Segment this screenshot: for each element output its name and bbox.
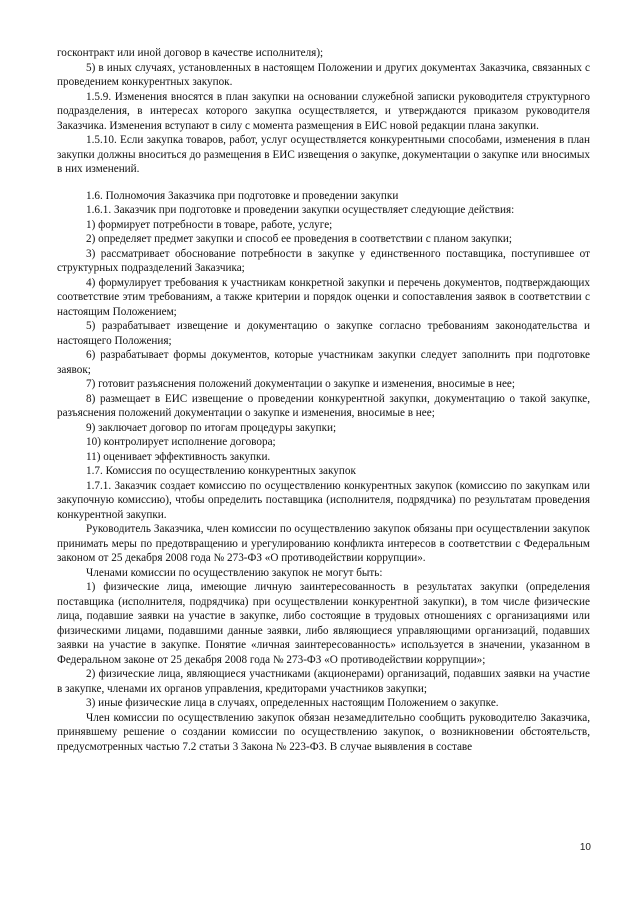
paragraph-1-5-10: 1.5.10. Если закупка товаров, работ, услуг осуществляется конкурентными способами, изменения в план закупки должны вноситься до размещения в ЕИС извещения о закупке, документации о закупке или вносимых в них изменений.	[57, 134, 590, 175]
paragraph-1-6-1: 1.6.1. Заказчик при подготовке и проведении закупки осуществляет следующие действия:	[86, 204, 515, 216]
paragraph-1-5-9: 1.5.9. Изменения вносятся в план закупки на основании служебной записки руководителя структурного подразделения, в интересах которого закупка осуществляется, и утверждаются приказом руководителя Заказчика. Изменения вступают в силу с момента размещения в ЕИС новой редакции плана закупки.	[57, 90, 590, 132]
list-item-5: 5) разрабатывает извещение и документацию о закупке согласно требованиям законодательства и настоящего Положения;	[57, 320, 590, 347]
list-item-10: 10) контролирует исполнение договора;	[86, 436, 276, 448]
list-item-1: 1) формирует потребности в товаре, работе, услуге;	[86, 218, 333, 231]
list-item-8: 8) размещает в ЕИС извещение о проведении конкурентной закупки, документацию о такой закупке, разъяснения положений документации о закупке и изменения, вносимые в нее;	[57, 392, 590, 419]
paragraph-item-5: 5) в иных случаях, установленных в настоящем Положении и других документах Заказчика, связанных с проведением конкурентных закупок.	[57, 61, 590, 88]
list-item-9: 9) заключает договор по итогам процедуры закупки;	[86, 421, 337, 434]
section-gap	[57, 177, 590, 189]
paragraph-member-obligation: Член комиссии по осуществлению закупок обязан незамедлительно сообщить руководителю Заказчика, принявшему решение о создании комиссии по осуществлению закупок, о возникновении обстоятельств, предусмотренных частью 7.2 статьи 3 Закона № 223-ФЗ. В случае выявления в составе	[57, 711, 590, 753]
paragraph-conflict-of-interest: Руководитель Заказчика, член комиссии по осуществлению закупок обязаны при осуществлении закупок принимать меры по предотвращению и урегулированию конфликта интересов в соответствии с Федеральным законом от 25 декабря 2008 года № 273-ФЗ «О противодействии коррупции».	[57, 523, 590, 564]
exclusion-item-3: 3) иные физические лица в случаях, определенных настоящим Положением о закупке.	[86, 697, 499, 709]
document-page	[57, 46, 590, 754]
list-item-4: 4) формулирует требования к участникам конкретной закупки и перечень документов, подтверждающих соответствие этим требованиям, а также критерии и порядок оценки и сопоставления заявок в соответствии с настоящим Положением;	[57, 276, 590, 318]
section-heading-1-6: 1.6. Полномочия Заказчика при подготовке и проведении закупки	[86, 189, 399, 202]
page-number: 10	[579, 842, 591, 853]
paragraph-1-7-1: 1.7.1. Заказчик создает комиссию по осуществлению конкурентных закупок (комиссию по закупкам или закупочную комиссию), чтобы определить поставщика (исполнителя, подрядчика) по результатам проведения конкурентной закупки.	[57, 479, 590, 521]
list-item-6: 6) разрабатывает формы документов, которые участникам закупки следует заполнить при подготовке заявок;	[57, 349, 590, 376]
section-heading-1-7: 1.7. Комиссия по осуществлению конкурентных закупок	[86, 465, 356, 477]
paragraph-continuation: госконтракт или иной договор в качестве исполнителя);	[57, 47, 324, 59]
exclusion-item-2: 2) физические лица, являющиеся участниками (акционерами) организаций, подавших заявки на участие в закупке, членами их органов управления, кредиторами участников закупки;	[57, 668, 590, 695]
exclusion-item-1: 1) физические лица, имеющие личную заинтересованность в результатах закупки (определения поставщика (исполнителя, подрядчика) при осуществлении конкурентной закупки), в том числе физические лица, подавшие заявки на участие в закупке, либо состоящие в трудовых отношениях с организациями или физическими лицами, подавшими данные заявки, либо являющиеся управляющими организаций, подавших заявки на участие в закупке. Понятие «личная заинтересованность» используется в значении, указанном в Федеральном законе от 25 декабря 2008 года № 273-ФЗ «О противодействии коррупции»;	[57, 581, 590, 666]
list-item-7: 7) готовит разъяснения положений документации о закупке и изменения, вносимые в нее;	[86, 378, 515, 390]
paragraph-commission-members-intro: Членами комиссии по осуществлению закупок не могут быть:	[86, 566, 383, 579]
list-item-2: 2) определяет предмет закупки и способ ее проведения в соответствии с планом закупки;	[86, 233, 513, 245]
list-item-11: 11) оценивает эффективность закупки.	[86, 450, 271, 463]
list-item-3: 3) рассматривает обоснование потребности в закупке у единственного поставщика, поступившее от структурных подразделений Заказчика;	[57, 247, 590, 274]
